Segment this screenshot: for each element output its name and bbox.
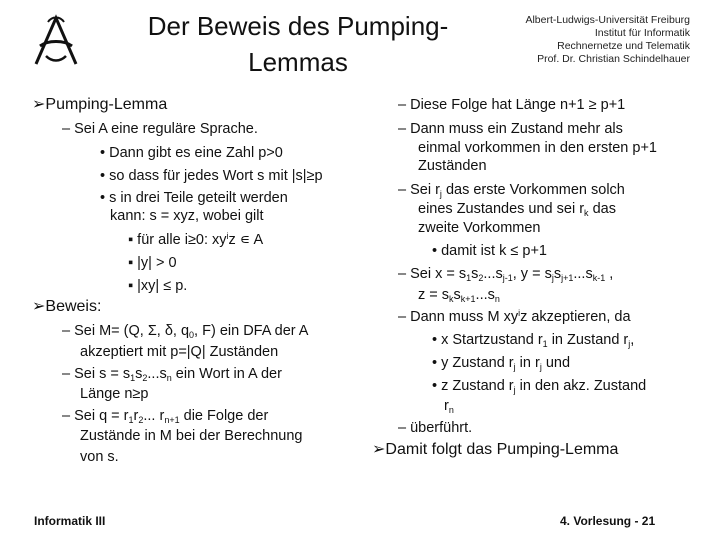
text-line: ▪ |xy| ≤ p. — [128, 278, 188, 294]
text-line: – Sei $r_j$ das erste Vorkommen solch — [398, 182, 625, 199]
institution-line: Albert-Ludwigs-Universität Freiburg — [525, 14, 690, 26]
text-line: – Diese Folge hat Länge n+1 ≥ p+1 — [398, 97, 626, 113]
text-line: $z = s_ks_{k+1}...s_n$ — [418, 287, 500, 304]
text-line: • y Zustand $r_j$ in $r_j$ und — [432, 355, 571, 372]
text-line: • Dann gibt es eine Zahl p>0 — [100, 145, 283, 161]
institution-block — [470, 14, 690, 66]
university-logo — [28, 12, 84, 70]
text-line: • so dass für jedes Wort s mit |s|≥p — [100, 168, 323, 184]
conclusion-heading: ➢Damit folgt das Pumping-Lemma — [372, 441, 619, 458]
text-line: • damit ist k ≤ p+1 — [432, 243, 547, 259]
pumping-lemma-heading: ➢Pumping-Lemma — [32, 96, 168, 113]
text-line: einmal vorkommen in den ersten p+1 — [418, 140, 657, 156]
text-line: – überführt. — [398, 420, 473, 436]
footer-page: 4. Vorlesung - 21 — [560, 514, 656, 528]
page-title: Der Beweis des Pumping- Lemmas — [147, 11, 449, 77]
text-line: Zuständen — [418, 158, 487, 174]
text-line: zweite Vorkommen — [418, 220, 541, 236]
institution-line: Rechnernetze und Telematik — [557, 40, 690, 52]
text-line: von s. — [80, 449, 119, 465]
text-line: eines Zustandes und sei $r_k$ das — [418, 201, 616, 218]
text-line: – Sei A eine reguläre Sprache. — [62, 121, 258, 137]
text-line: • x Startzustand $r_1$ in Zustand $r_j$, — [432, 332, 635, 349]
text-line: – Sei $x = s_1s_2...s_{j-1}$, $y = s_js_{j+1}...s_{k-1}$ , — [398, 266, 614, 283]
text-line: $r_n$ — [444, 398, 454, 415]
text-line: akzeptiert mit p=|Q| Zuständen — [80, 344, 279, 360]
text-line: ▪ für alle i≥0: $xy^iz$ ∊ A — [128, 231, 264, 248]
footer-course: Informatik III — [34, 514, 106, 528]
text-line: • s in drei Teile geteilt werden — [100, 190, 288, 206]
text-line: Zustände in M bei der Berechnung — [80, 428, 303, 444]
institution-line: Institut für Informatik — [594, 27, 690, 39]
text-line: ▪ |y| > 0 — [128, 255, 177, 271]
text-line: – Sei $q = r_1r_2$... $r_{n+1}$ die Folge der — [62, 408, 269, 425]
text-line: – Dann muss ein Zustand mehr als — [398, 121, 623, 137]
text-line: Länge n≥p — [80, 386, 149, 402]
proof-heading: ➢Beweis: — [32, 298, 102, 315]
text-line: – Sei M= (Q, Σ, δ, $q_0$, F) ein DFA der A — [62, 323, 309, 340]
institution-line: Prof. Dr. Christian Schindelhauer — [537, 53, 690, 65]
text-line: • z Zustand $r_j$ in den akz. Zustand — [432, 378, 647, 395]
text-line: – Dann muss M $xy^iz$ akzeptieren, da — [398, 308, 631, 325]
text-line: kann: s = xyz, wobei gilt — [110, 208, 264, 224]
text-line: – Sei $s = s_1s_2...s_n$ ein Wort in A der — [62, 366, 282, 383]
